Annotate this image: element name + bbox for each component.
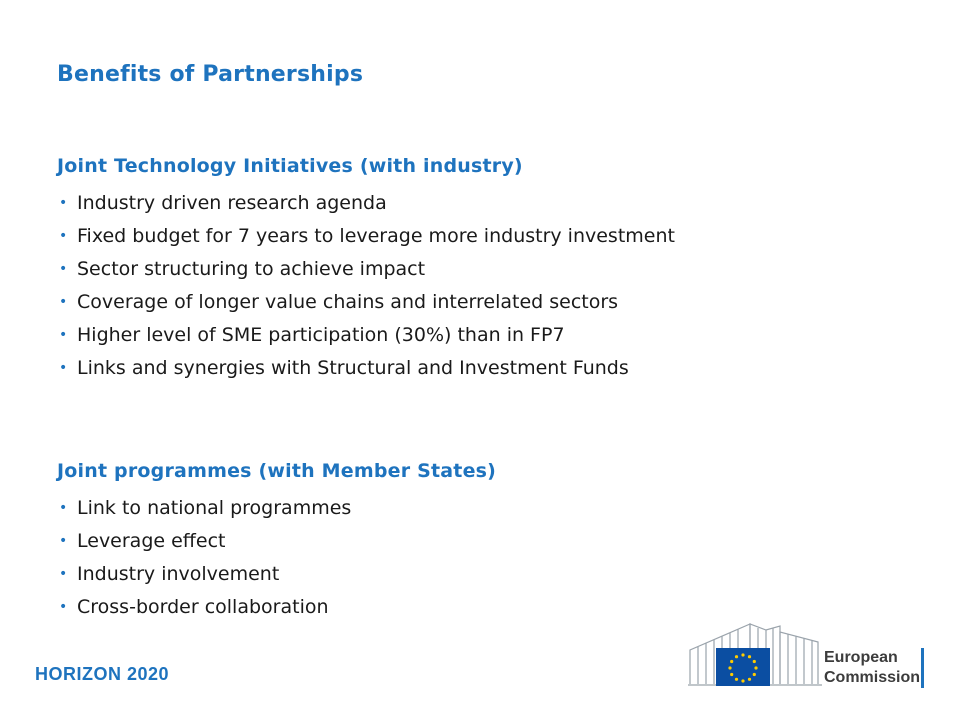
eu-flag-icon: [716, 648, 770, 686]
bullet-icon: •: [59, 228, 68, 244]
bullet-icon: •: [59, 566, 68, 582]
slide-title: Benefits of Partnerships: [57, 62, 364, 87]
bullet-icon: •: [59, 599, 68, 615]
wordmark-line-1: European: [824, 649, 898, 666]
list-item: • Industry involvement: [57, 558, 496, 591]
bullet-icon: •: [59, 500, 68, 516]
list-item: • Link to national programmes: [57, 492, 496, 525]
horizon-2020-logo: HORIZON 2020: [35, 664, 170, 684]
list-item: • Sector structuring to achieve impact: [57, 253, 675, 286]
list-item: • Fixed budget for 7 years to leverage more industry investment: [57, 220, 675, 253]
list-item: • Higher level of SME participation (30%) than in FP7: [57, 319, 675, 352]
bullet-icon: •: [59, 261, 68, 277]
european-commission-wordmark: [824, 648, 920, 688]
section-joint-programmes: [57, 460, 496, 624]
wordmark-accent-bar: [921, 648, 924, 688]
ec-building-icon: [688, 622, 824, 694]
list-item: • Coverage of longer value chains and interrelated sectors: [57, 286, 675, 319]
bullet-icon: •: [59, 327, 68, 343]
list-item: • Industry driven research agenda: [57, 187, 675, 220]
bullet-icon: •: [59, 294, 68, 310]
section-joint-technology-initiatives: [57, 155, 675, 385]
list-item: • Cross-border collaboration: [57, 591, 496, 624]
section-heading: Joint programmes (with Member States): [57, 460, 497, 482]
list-item: • Links and synergies with Structural and Investment Funds: [57, 352, 675, 385]
wordmark-line-2: Commission: [824, 669, 921, 686]
bullet-icon: •: [59, 360, 68, 376]
list-item: • Leverage effect: [57, 525, 496, 558]
bullet-list: [57, 492, 496, 624]
bullet-icon: •: [59, 533, 68, 549]
bullet-list: [57, 187, 675, 385]
section-heading: Joint Technology Initiatives (with industry): [57, 155, 523, 177]
bullet-icon: •: [59, 195, 68, 211]
